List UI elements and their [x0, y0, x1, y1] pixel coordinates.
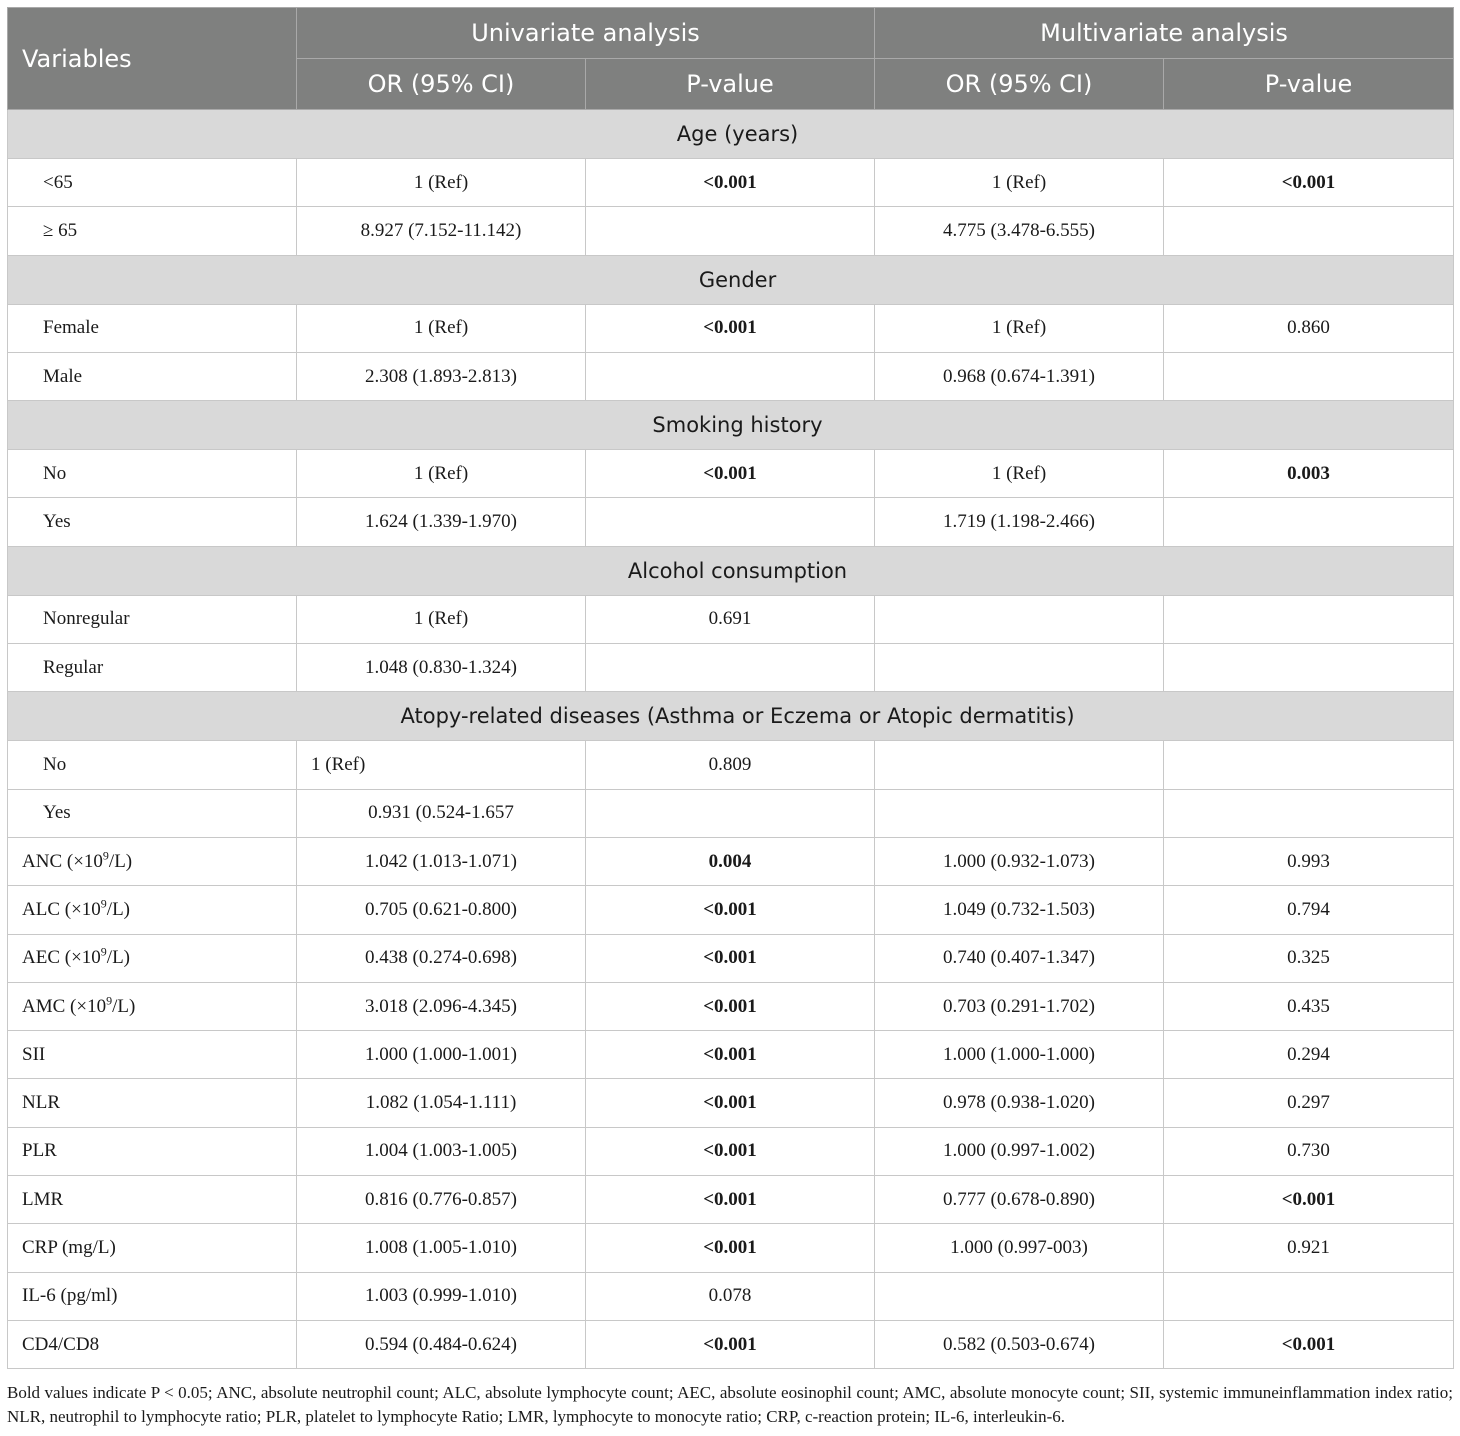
table-row — [8, 1272, 1454, 1320]
multivariate-p-cell — [1164, 352, 1454, 400]
table-footnote: Bold values indicate P < 0.05; ANC, absolute neutrophil count; ALC, absolute lymphocyte count; AEC, absolute eosinophil count; AMC, absolute monocyte count; SII, systemic immuneinflammation index ratio; NLR, neutrophil to lymphocyte ratio; PLR, platelet to lymphocyte Ratio; LMR, lymphocyte to monocyte ratio; CRP, c-reaction protein; IL-6, interleukin-6. — [7, 1383, 1453, 1426]
group-row-atopy — [8, 692, 1454, 741]
univariate-p-cell: <0.001 — [586, 886, 875, 934]
group-row-gender — [8, 255, 1454, 304]
multivariate-or-cell — [875, 789, 1164, 837]
univariate-p-cell: <0.001 — [586, 982, 875, 1030]
table-body — [8, 110, 1454, 1369]
univariate-or-cell: 1.008 (1.005-1.010) — [297, 1224, 586, 1272]
univariate-p-cell — [586, 644, 875, 692]
row-label-unit: /L) — [106, 898, 131, 920]
table-row — [8, 498, 1454, 546]
row-label — [8, 837, 297, 885]
multivariate-or-cell: 0.777 (0.678-0.890) — [875, 1176, 1164, 1224]
row-label-unit: /L) — [106, 947, 131, 969]
regression-table — [7, 7, 1454, 1369]
row-label-text: ANC (×10 — [22, 850, 103, 872]
table-header — [8, 8, 1454, 110]
row-label — [8, 982, 297, 1030]
multivariate-p-cell: 0.294 — [1164, 1031, 1454, 1079]
row-label: PLR — [8, 1127, 297, 1175]
univariate-p-cell: 0.004 — [586, 837, 875, 885]
regression-table-container — [7, 7, 1453, 1369]
multivariate-p-cell: 0.860 — [1164, 304, 1454, 352]
row-label: Regular — [8, 644, 297, 692]
table-row — [8, 1031, 1454, 1079]
univariate-p-cell: <0.001 — [586, 1176, 875, 1224]
row-label-text: ALC (×10 — [22, 898, 101, 920]
multivariate-or-cell: 0.978 (0.938-1.020) — [875, 1079, 1164, 1127]
table-row — [8, 934, 1454, 982]
table-row — [8, 352, 1454, 400]
header-multivariate-p: P-value — [1164, 59, 1454, 110]
multivariate-p-cell: <0.001 — [1164, 1320, 1454, 1368]
univariate-p-cell: <0.001 — [586, 450, 875, 498]
univariate-or-cell: 0.931 (0.524-1.657 — [297, 789, 586, 837]
multivariate-or-cell: 1.719 (1.198-2.466) — [875, 498, 1164, 546]
univariate-p-cell: <0.001 — [586, 934, 875, 982]
univariate-p-cell: 0.078 — [586, 1272, 875, 1320]
table-row — [8, 304, 1454, 352]
row-label: Yes — [8, 789, 297, 837]
multivariate-p-cell: 0.003 — [1164, 450, 1454, 498]
table-row — [8, 1320, 1454, 1368]
table-row — [8, 1079, 1454, 1127]
multivariate-or-cell: 1 (Ref) — [875, 304, 1164, 352]
multivariate-p-cell: 0.921 — [1164, 1224, 1454, 1272]
group-label: Age (years) — [8, 110, 1454, 159]
multivariate-or-cell: 0.968 (0.674-1.391) — [875, 352, 1164, 400]
table-row — [8, 1176, 1454, 1224]
multivariate-or-cell: 0.740 (0.407-1.347) — [875, 934, 1164, 982]
univariate-or-cell: 1 (Ref) — [297, 595, 586, 643]
row-label-text: AMC (×10 — [22, 995, 107, 1017]
header-univariate-or: OR (95% CI) — [297, 59, 586, 110]
multivariate-p-cell — [1164, 595, 1454, 643]
group-row-smoking — [8, 401, 1454, 450]
multivariate-or-cell: 1.000 (0.997-003) — [875, 1224, 1164, 1272]
univariate-or-cell: 1 (Ref) — [297, 304, 586, 352]
row-label: IL-6 (pg/ml) — [8, 1272, 297, 1320]
multivariate-or-cell: 4.775 (3.478-6.555) — [875, 207, 1164, 255]
table-row — [8, 159, 1454, 207]
univariate-p-cell: <0.001 — [586, 1320, 875, 1368]
row-label: LMR — [8, 1176, 297, 1224]
multivariate-or-cell: 1.049 (0.732-1.503) — [875, 886, 1164, 934]
row-label: Female — [8, 304, 297, 352]
univariate-or-cell: 0.816 (0.776-0.857) — [297, 1176, 586, 1224]
univariate-or-cell: 3.018 (2.096-4.345) — [297, 982, 586, 1030]
univariate-p-cell: <0.001 — [586, 1079, 875, 1127]
multivariate-or-cell: 1.000 (0.932-1.073) — [875, 837, 1164, 885]
multivariate-p-cell: <0.001 — [1164, 159, 1454, 207]
univariate-p-cell: 0.809 — [586, 741, 875, 789]
group-label: Gender — [8, 255, 1454, 304]
univariate-or-cell: 1.000 (1.000-1.001) — [297, 1031, 586, 1079]
univariate-p-cell — [586, 352, 875, 400]
multivariate-or-cell: 0.582 (0.503-0.674) — [875, 1320, 1164, 1368]
row-label: ≥ 65 — [8, 207, 297, 255]
univariate-p-cell: 0.691 — [586, 595, 875, 643]
multivariate-or-cell: 1.000 (0.997-1.002) — [875, 1127, 1164, 1175]
univariate-or-cell: 1 (Ref) — [297, 159, 586, 207]
multivariate-or-cell: 0.703 (0.291-1.702) — [875, 982, 1164, 1030]
univariate-p-cell — [586, 498, 875, 546]
row-label-unit: /L) — [112, 995, 136, 1017]
univariate-or-cell: 1.004 (1.003-1.005) — [297, 1127, 586, 1175]
table-row — [8, 450, 1454, 498]
univariate-or-cell: 2.308 (1.893-2.813) — [297, 352, 586, 400]
univariate-or-cell: 0.594 (0.484-0.624) — [297, 1320, 586, 1368]
multivariate-p-cell: 0.730 — [1164, 1127, 1454, 1175]
header-multivariate-or: OR (95% CI) — [875, 59, 1164, 110]
header-multivariate: Multivariate analysis — [875, 8, 1454, 59]
univariate-or-cell: 0.705 (0.621-0.800) — [297, 886, 586, 934]
univariate-p-cell — [586, 207, 875, 255]
row-label: NLR — [8, 1079, 297, 1127]
univariate-or-cell: 8.927 (7.152-11.142) — [297, 207, 586, 255]
row-label-text: AEC (×10 — [22, 947, 101, 969]
univariate-p-cell: <0.001 — [586, 1127, 875, 1175]
univariate-p-cell: <0.001 — [586, 1031, 875, 1079]
multivariate-or-cell — [875, 644, 1164, 692]
multivariate-p-cell — [1164, 644, 1454, 692]
table-row — [8, 207, 1454, 255]
multivariate-p-cell — [1164, 789, 1454, 837]
group-label: Atopy-related diseases (Asthma or Eczema or Atopic dermatitis) — [8, 692, 1454, 741]
univariate-or-cell: 1.003 (0.999-1.010) — [297, 1272, 586, 1320]
univariate-p-cell — [586, 789, 875, 837]
table-row — [8, 789, 1454, 837]
table-row — [8, 1127, 1454, 1175]
row-label: Yes — [8, 498, 297, 546]
multivariate-or-cell: 1.000 (1.000-1.000) — [875, 1031, 1164, 1079]
univariate-or-cell: 1 (Ref) — [297, 741, 586, 789]
univariate-or-cell: 1.042 (1.013-1.071) — [297, 837, 586, 885]
group-row-alcohol — [8, 546, 1454, 595]
table-row — [8, 1224, 1454, 1272]
multivariate-p-cell — [1164, 498, 1454, 546]
group-row-age — [8, 110, 1454, 159]
row-label: <65 — [8, 159, 297, 207]
multivariate-or-cell — [875, 741, 1164, 789]
row-label — [8, 934, 297, 982]
group-label: Smoking history — [8, 401, 1454, 450]
multivariate-p-cell: 0.297 — [1164, 1079, 1454, 1127]
row-label: CRP (mg/L) — [8, 1224, 297, 1272]
univariate-p-cell: <0.001 — [586, 1224, 875, 1272]
header-variables: Variables — [8, 8, 297, 110]
multivariate-or-cell — [875, 1272, 1164, 1320]
univariate-or-cell: 1.624 (1.339-1.970) — [297, 498, 586, 546]
row-label-superscript: 9 — [100, 944, 107, 959]
multivariate-or-cell — [875, 595, 1164, 643]
univariate-or-cell: 1.082 (1.054-1.111) — [297, 1079, 586, 1127]
row-label: SII — [8, 1031, 297, 1079]
univariate-or-cell: 1 (Ref) — [297, 450, 586, 498]
univariate-p-cell: <0.001 — [586, 304, 875, 352]
row-label: Nonregular — [8, 595, 297, 643]
table-row — [8, 886, 1454, 934]
row-label-superscript: 9 — [102, 848, 109, 863]
table-row — [8, 837, 1454, 885]
multivariate-p-cell: 0.993 — [1164, 837, 1454, 885]
row-label: Male — [8, 352, 297, 400]
row-label-superscript: 9 — [106, 993, 113, 1008]
table-row — [8, 595, 1454, 643]
multivariate-or-cell: 1 (Ref) — [875, 450, 1164, 498]
row-label-superscript: 9 — [100, 896, 107, 911]
multivariate-p-cell — [1164, 207, 1454, 255]
univariate-p-cell: <0.001 — [586, 159, 875, 207]
multivariate-or-cell: 1 (Ref) — [875, 159, 1164, 207]
multivariate-p-cell: 0.794 — [1164, 886, 1454, 934]
row-label: CD4/CD8 — [8, 1320, 297, 1368]
row-label: No — [8, 741, 297, 789]
univariate-or-cell: 0.438 (0.274-0.698) — [297, 934, 586, 982]
row-label — [8, 886, 297, 934]
group-label: Alcohol consumption — [8, 546, 1454, 595]
row-label: No — [8, 450, 297, 498]
header-univariate-p: P-value — [586, 59, 875, 110]
multivariate-p-cell — [1164, 1272, 1454, 1320]
header-univariate: Univariate analysis — [297, 8, 875, 59]
univariate-or-cell: 1.048 (0.830-1.324) — [297, 644, 586, 692]
row-label-unit: /L) — [108, 850, 133, 872]
multivariate-p-cell — [1164, 741, 1454, 789]
multivariate-p-cell: <0.001 — [1164, 1176, 1454, 1224]
multivariate-p-cell: 0.325 — [1164, 934, 1454, 982]
table-row — [8, 741, 1454, 789]
multivariate-p-cell: 0.435 — [1164, 982, 1454, 1030]
table-row — [8, 982, 1454, 1030]
table-row — [8, 644, 1454, 692]
